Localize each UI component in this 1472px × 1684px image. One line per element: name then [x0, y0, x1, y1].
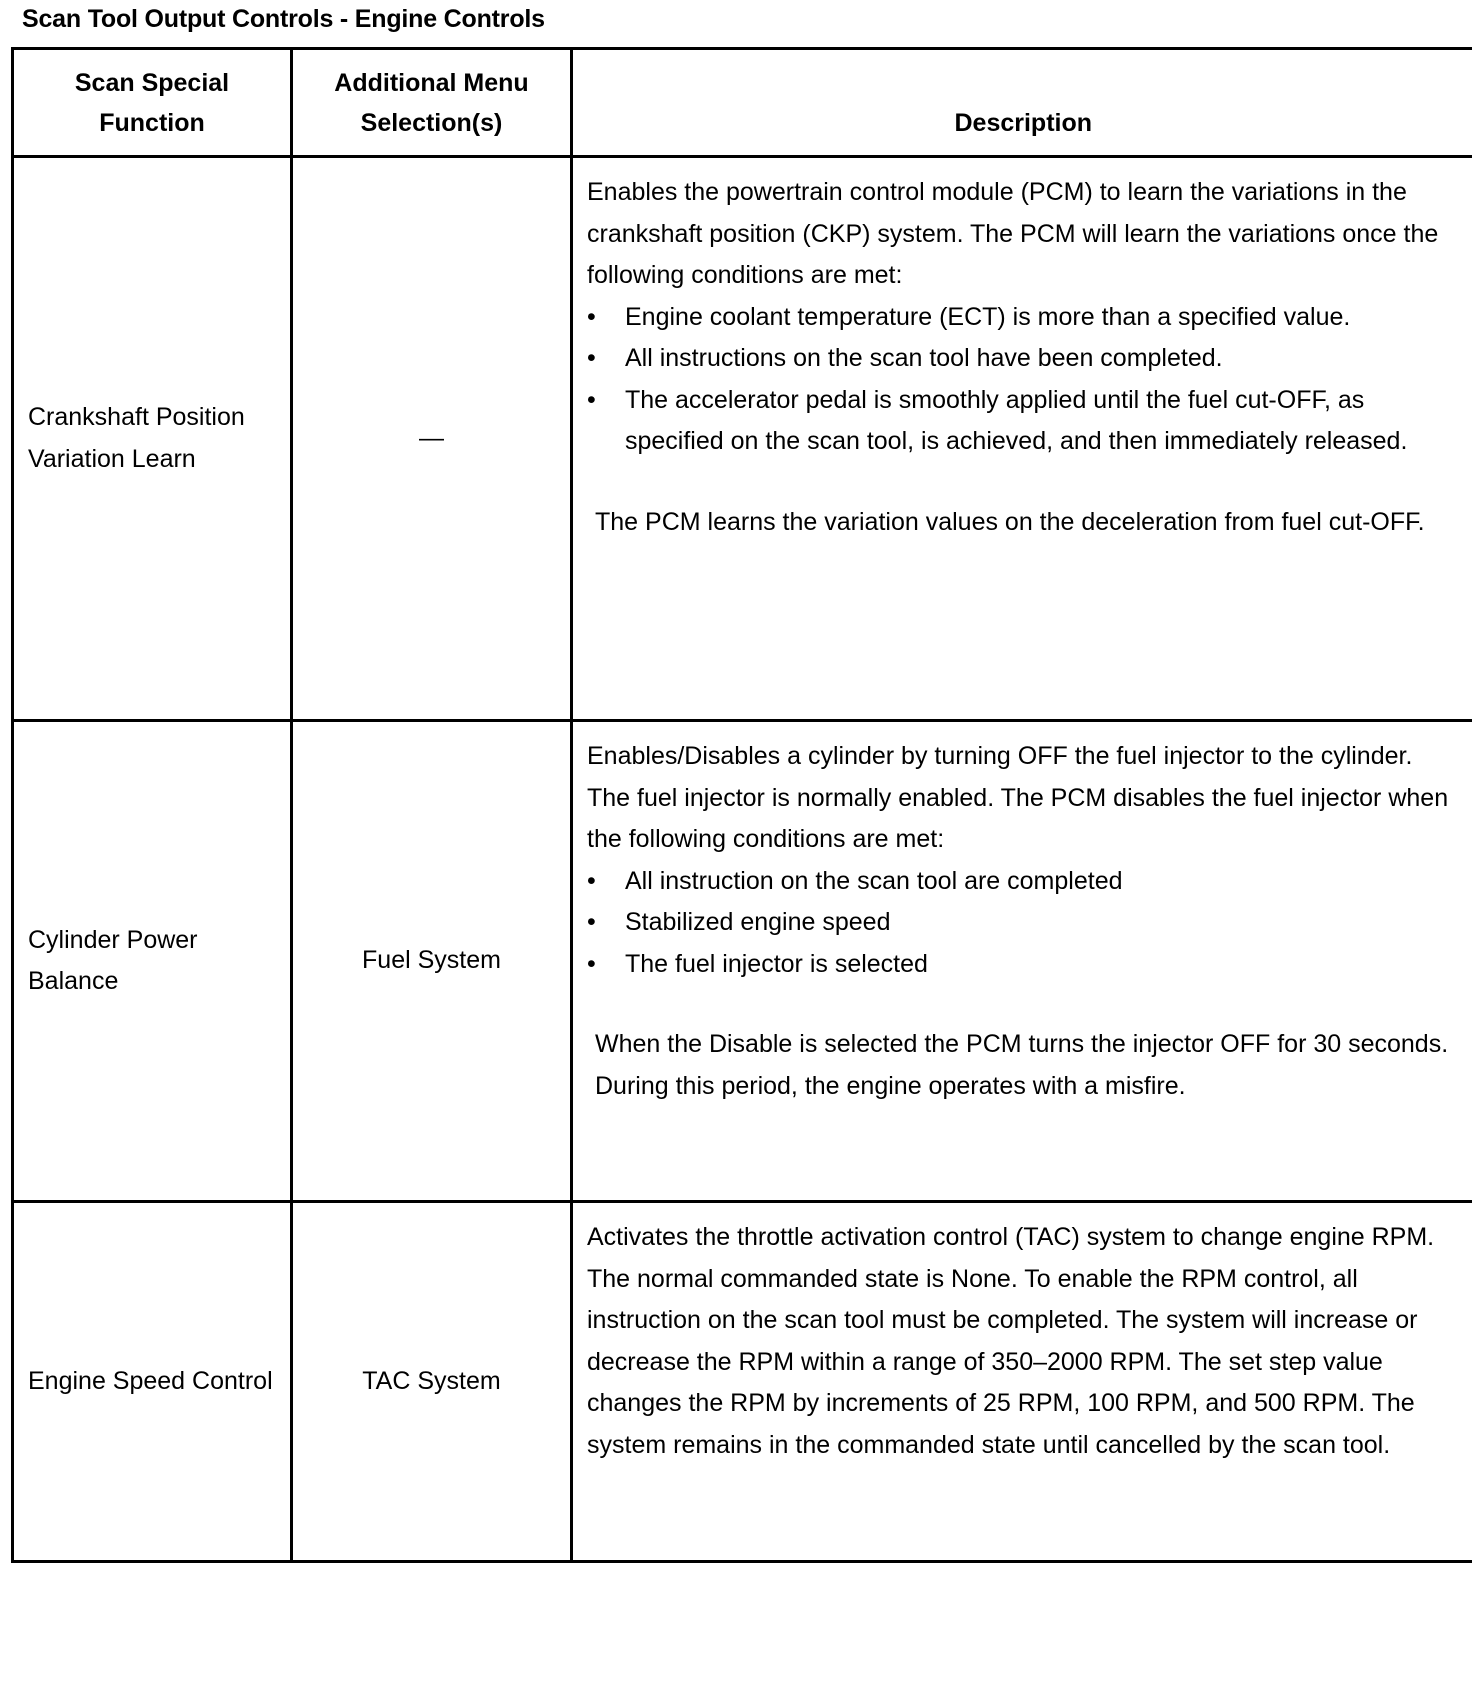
bullet-icon: • [587, 302, 596, 331]
menu-cell: TAC System [292, 1202, 572, 1562]
bullet-icon: • [587, 949, 596, 978]
table-row [13, 721, 1472, 1202]
header-menu: Additional Menu Selection(s) [292, 49, 572, 157]
bullet-item: • Stabilized engine speed [587, 902, 1460, 944]
header-function: Scan Special Function [13, 49, 292, 157]
description-intro: Enables/Disables a cylinder by turning OFF the fuel injector to the cylinder. The fuel injector is normally enabled. The PCM disables the fuel injector when the following conditions are met: [587, 742, 1449, 853]
function-cell: Crankshaft Position Variation Learn [13, 157, 292, 721]
bullet-item: • Engine coolant temperature (ECT) is more than a specified value. [587, 297, 1460, 339]
output-controls-table [11, 47, 1472, 1563]
bullet-item: • The fuel injector is selected [587, 944, 1460, 986]
description-note: The PCM learns the variation values on the deceleration from fuel cut-OFF. [595, 507, 1425, 536]
description-intro: Activates the throttle activation control (TAC) system to change engine RPM. The normal commanded state is None. To enable the RPM control, all instruction on the scan tool must be completed. The system will increase or decrease the RPM within a range of 350–2000 RPM. The set step value changes the RPM by increments of 25 RPM, 100 RPM, and 500 RPM. The system remains in the commanded state until cancelled by the scan tool. [587, 1223, 1435, 1459]
bullet-item: • All instructions on the scan tool have been completed. [587, 338, 1460, 380]
function-cell: Cylinder Power Balance [13, 721, 292, 1202]
function-cell: Engine Speed Control [13, 1202, 292, 1562]
description-cell [572, 157, 1472, 721]
bullet-item: • The accelerator pedal is smoothly applied until the fuel cut-OFF, as specified on the scan tool, is achieved, and then immediately released. [587, 380, 1460, 463]
menu-cell: — [292, 157, 572, 721]
description-cell [572, 721, 1472, 1202]
header-description: Description [572, 49, 1472, 157]
bullet-item: • All instruction on the scan tool are completed [587, 861, 1460, 903]
table-row [13, 157, 1472, 721]
bullet-icon: • [587, 344, 596, 372]
bullet-icon: • [587, 866, 596, 895]
table-row [13, 1202, 1472, 1562]
bullet-icon: • [587, 385, 596, 414]
document-title: Scan Tool Output Controls - Engine Controls [22, 5, 545, 33]
description-intro: Enables the powertrain control module (PCM) to learn the variations in the crankshaft position (CKP) system. The PCM will learn the variations once the following conditions are met: [587, 178, 1439, 289]
bullet-icon: • [587, 908, 596, 936]
menu-cell: Fuel System [292, 721, 572, 1202]
header-row [13, 49, 1472, 157]
description-cell [572, 1202, 1472, 1562]
description-note: When the Disable is selected the PCM turns the injector OFF for 30 seconds. During this period, the engine operates with a misfire. [595, 1030, 1449, 1100]
